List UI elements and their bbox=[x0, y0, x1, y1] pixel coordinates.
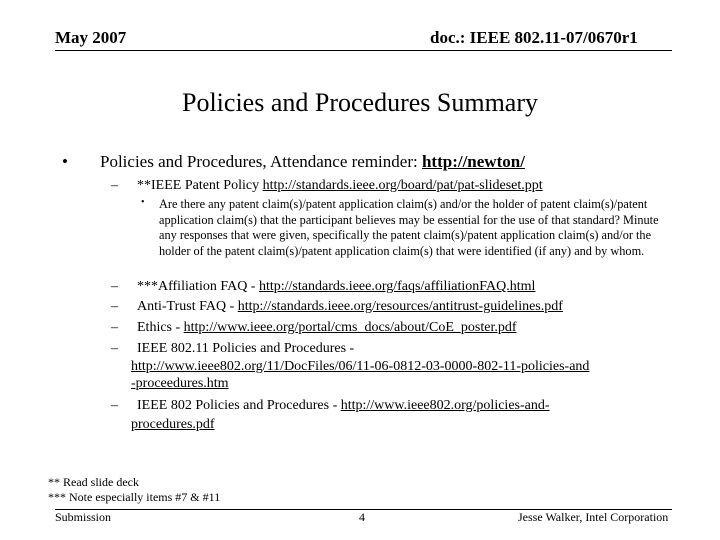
list-item-label: ***Affiliation FAQ - bbox=[137, 279, 256, 294]
list-item-label: Ethics - bbox=[137, 320, 181, 335]
dash-icon: – bbox=[111, 320, 118, 335]
header-doc-id: doc.: IEEE 802.11-07/0670r1 bbox=[430, 28, 638, 47]
list-item-label: IEEE 802 Policies and Procedures - bbox=[137, 398, 338, 413]
bullet-icon: • bbox=[62, 152, 68, 171]
footnote-read-slide-deck: ** Read slide deck bbox=[48, 475, 139, 489]
list-item-affiliation-faq bbox=[137, 279, 535, 295]
80211-policies-link-line1[interactable] bbox=[131, 359, 589, 375]
802-policies-link-line2[interactable] bbox=[131, 417, 215, 433]
patent-question-text: Are there any patent claim(s)/patent application claim(s) and/or the holder of patent claim(s)/patent application claim(s) that the participant believes may be essential for the use of that standard? Minute any responses that were given, specifically the patent claim(s)/patent application claim(s) and/or the holder of the patent claim(s)/patent application claim(s) that were identified (if any) and by whom. bbox=[159, 197, 659, 258]
list-item-ethics bbox=[137, 320, 517, 336]
footer-author: Jesse Walker, Intel Corporation bbox=[518, 510, 669, 524]
dash-icon: – bbox=[111, 299, 118, 314]
80211-policies-link-line2[interactable] bbox=[131, 376, 229, 392]
antitrust-faq-link[interactable]: http://standards.ieee.org/resources/antitrust-guidelines.pdf bbox=[237, 299, 563, 314]
affiliation-faq-link[interactable]: http://standards.ieee.org/faqs/affiliationFAQ.html bbox=[258, 279, 536, 294]
802-policies-link-cont[interactable]: procedures.pdf bbox=[131, 417, 215, 432]
sub-bullet-icon: • bbox=[141, 197, 145, 208]
footnote-note-items: *** Note especially items #7 & #11 bbox=[48, 490, 221, 504]
list-item-patent-policy bbox=[137, 178, 543, 194]
list-item-antitrust-faq bbox=[137, 299, 563, 315]
lead-text: Policies and Procedures, Attendance reminder: bbox=[100, 152, 418, 171]
slide-title: Policies and Procedures Summary bbox=[182, 88, 538, 117]
footer-submission: Submission bbox=[55, 510, 112, 524]
dash-icon: – bbox=[111, 279, 118, 294]
list-item-label: Anti-Trust FAQ - bbox=[137, 299, 235, 314]
list-item-80211-policies: IEEE 802.11 Policies and Procedures - bbox=[137, 341, 355, 356]
80211-policies-link-cont[interactable]: -proceedures.htm bbox=[131, 376, 229, 391]
dash-icon: – bbox=[111, 178, 118, 193]
header-divider bbox=[55, 50, 672, 51]
list-item-802-policies bbox=[137, 398, 550, 414]
ethics-link[interactable]: http://www.ieee.org/portal/cms_docs/about/CoE_poster.pdf bbox=[183, 320, 517, 335]
newton-link[interactable]: http://newton/ bbox=[421, 152, 525, 171]
802-policies-link[interactable]: http://www.ieee802.org/policies-and- bbox=[340, 398, 550, 413]
80211-policies-link[interactable]: http://www.ieee802.org/11/DocFiles/06/11-06-0812-03-0000-802-11-policies-and bbox=[131, 359, 590, 374]
footer-page-number: 4 bbox=[359, 510, 365, 524]
dash-icon: – bbox=[111, 398, 118, 413]
header-date: May 2007 bbox=[55, 28, 127, 47]
patent-policy-link[interactable]: http://standards.ieee.org/board/pat/pat-slideset.ppt bbox=[262, 178, 543, 193]
dash-icon: – bbox=[111, 341, 118, 356]
list-item-label: **IEEE Patent Policy bbox=[137, 178, 260, 193]
